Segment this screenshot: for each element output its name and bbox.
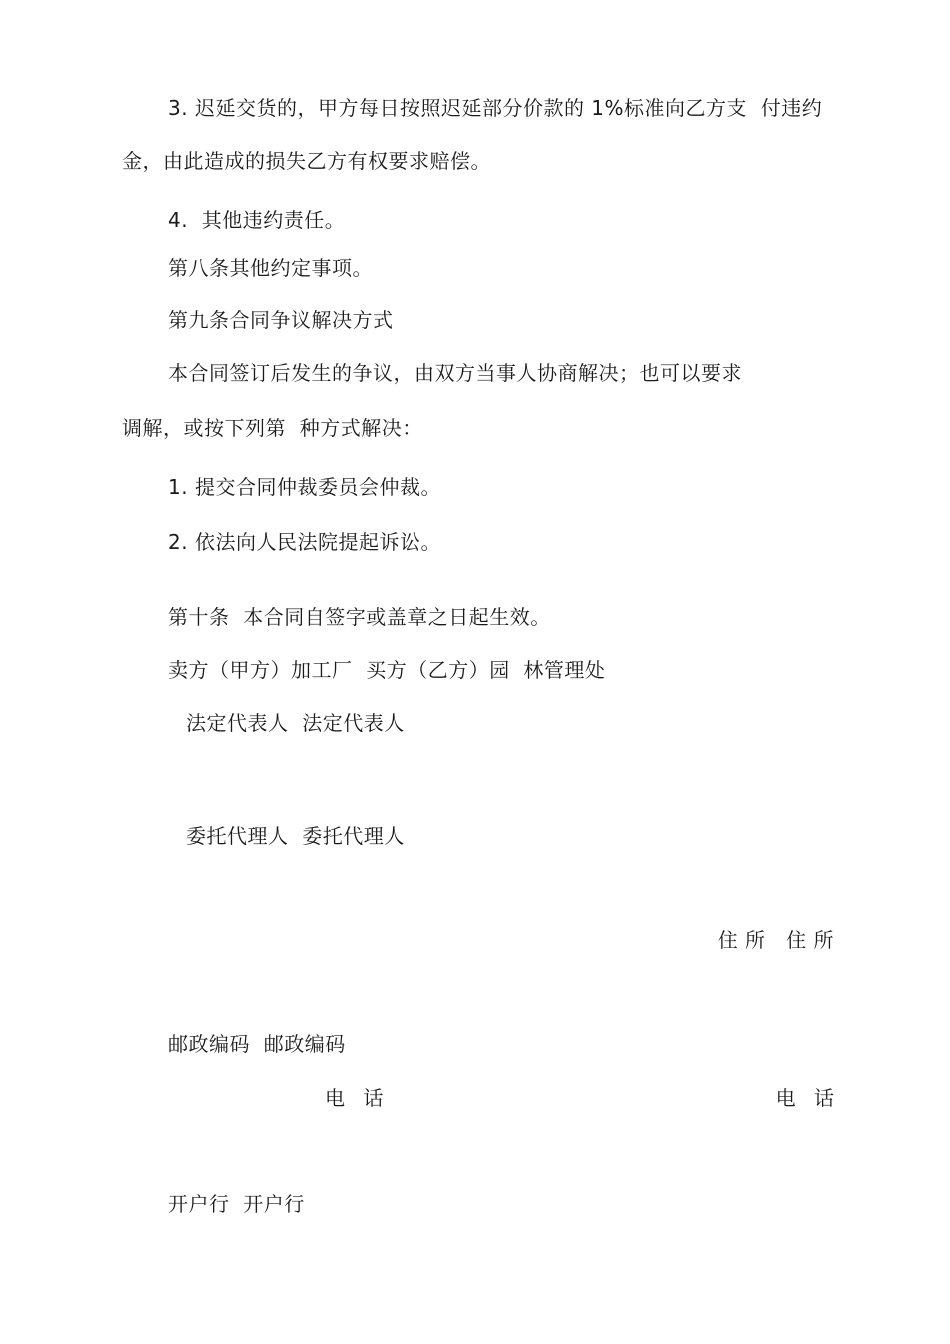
signature-address: 住 所 住 所 [717,928,834,952]
signature-agent: 委托代理人 委托代理人 [186,824,405,848]
clause9-option2: 2. 依法向人民法院提起诉讼。 [168,530,441,554]
clause7-item3-line2: 金，由此造成的损失乙方有权要求赔偿。 [122,149,491,173]
signature-bank: 开户行 开户行 [168,1192,305,1216]
clause9-paragraph-line1: 本合同签订后发生的争议，由双方当事人协商解决；也可以要求 [168,361,742,385]
clause9-heading: 第九条合同争议解决方式 [168,308,394,332]
signature-parties: 卖方（甲方）加工厂 买方（乙方）园 林管理处 [168,658,606,682]
signature-phone-right: 电 话 [775,1086,840,1110]
clause9-option1: 1. 提交合同仲裁委员会仲裁。 [168,475,441,499]
clause7-item4: 4. 其他违约责任。 [168,208,346,232]
clause9-paragraph-line2: 调解，或按下列第 种方式解决： [122,416,423,440]
signature-legal-rep: 法定代表人 法定代表人 [186,711,405,735]
signature-postal: 邮政编码 邮政编码 [168,1032,346,1056]
clause7-item3-line1: 3. 迟延交货的，甲方每日按照迟延部分价款的 1%标准向乙方支 付违约 [168,96,823,120]
signature-phone-left: 电 话 [325,1086,390,1110]
clause8-heading: 第八条其他约定事项。 [168,256,373,280]
clause10-heading: 第十条 本合同自签字或盖章之日起生效。 [168,605,551,629]
